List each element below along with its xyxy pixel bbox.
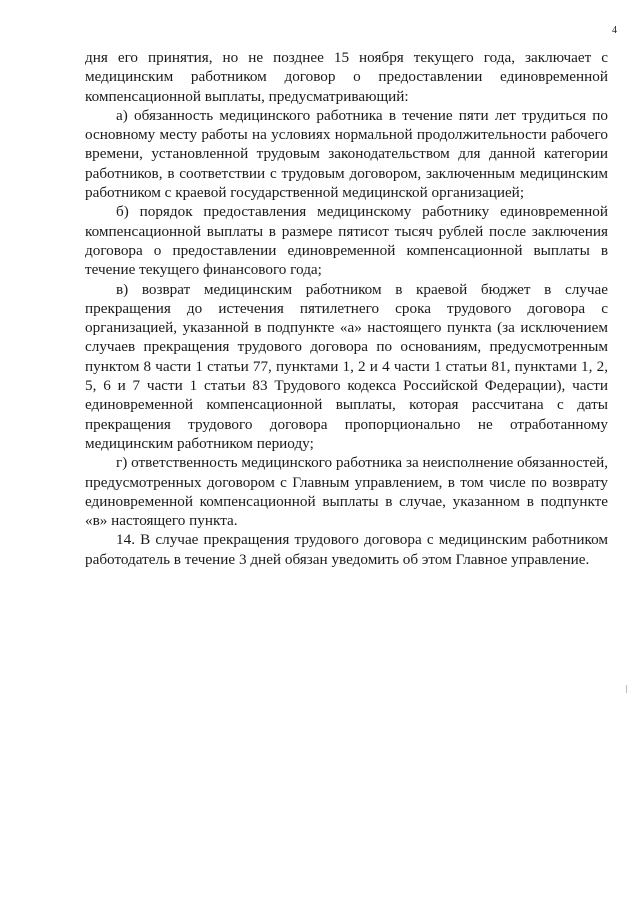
paragraph-item-14: 14. В случае прекращения трудового договора с медицинским работником работодатель в течение 3 дней обязан уведомить об этом Главное управление. [85,531,608,568]
page-number: 4 [612,25,617,36]
paragraph-subitem-b: б) порядок предоставления медицинскому работнику единовременной компенсационной выплаты в размере пятисот тысяч рублей после заключения договора о предоставлении единовременной компенсационной выплаты в течение текущего финансового года; [85,203,608,279]
document-body [85,48,608,569]
scan-margin-mark [626,685,627,693]
paragraph-subitem-a: а) обязанность медицинского работника в течение пяти лет трудиться по основному месту работы на условиях нормальной продолжительности рабочего времени, установленной трудовым законодательством для данной категории работников, в соответствии с трудовым договором, заключенным медицинским работником с краевой государственной медицинской организацией; [85,106,608,202]
paragraph-subitem-v: в) возврат медицинским работником в краевой бюджет в случае прекращения до истечения пятилетнего срока трудового договора с организацией, указанной в подпункте «а» настоящего пункта (за исключением случаев прекращения трудового договора по основаниям, предусмотренным пунктом 8 части 1 статьи 77, пунктами 1, 2 и 4 части 1 статьи 81, пунктами 1, 2, 5, 6 и 7 части 1 статьи 83 Трудового кодекса Российской Федерации), части единовременной компенсационной выплаты, которая рассчитана с даты прекращения трудового договора пропорционально не отработанному медицинским работником периоду; [85,280,608,452]
paragraph-subitem-g: г) ответственность медицинского работника за неисполнение обязанностей, предусмотренных договором с Главным управлением, в том числе по возврату единовременной компенсационной выплаты в случае, указанном в подпункте «в» настоящего пункта. [85,454,608,530]
paragraph-continuation: дня его принятия, но не позднее 15 ноября текущего года, заключает с медицинским работником договор о предоставлении единовременной компенсационной выплаты, предусматривающий: [85,49,608,105]
